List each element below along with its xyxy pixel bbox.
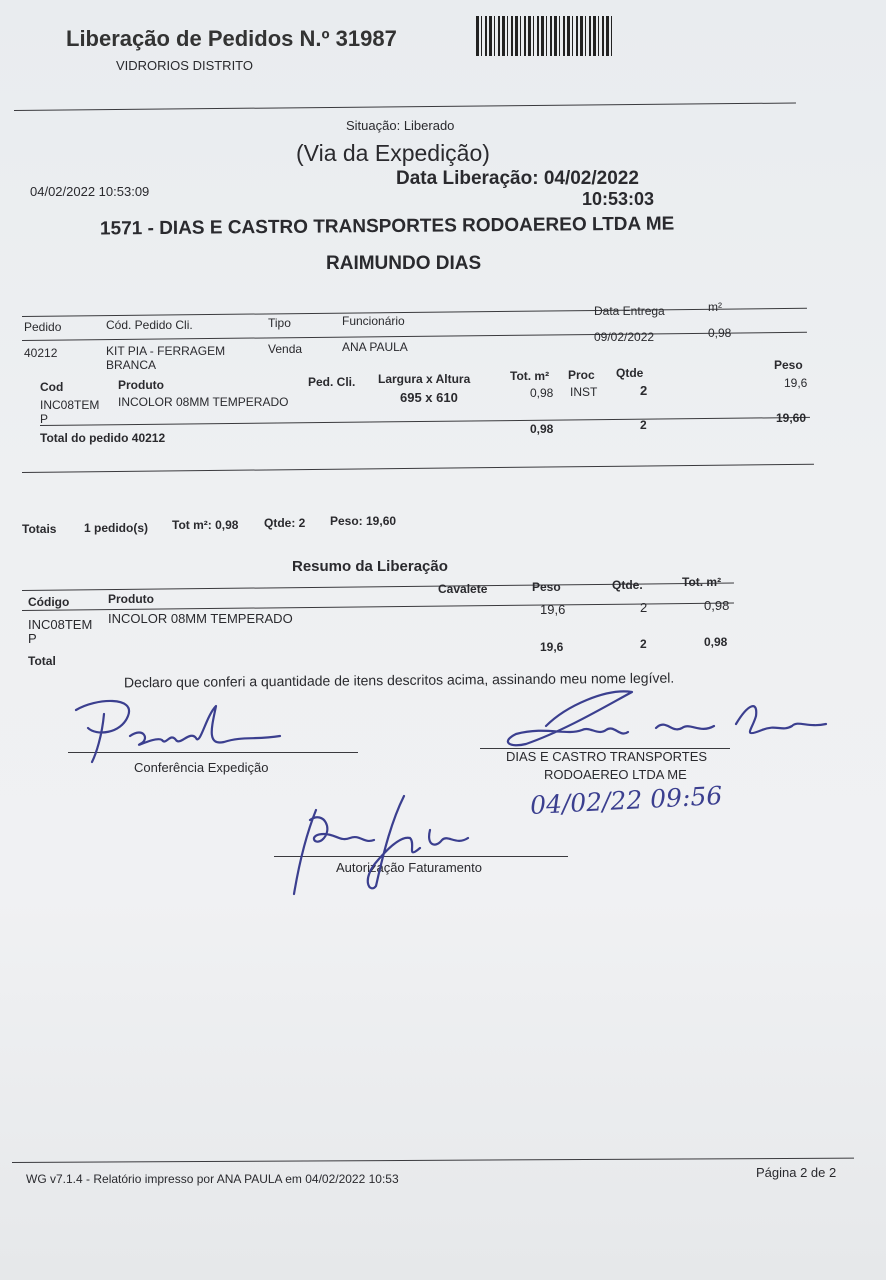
table-header-line: [22, 332, 807, 341]
col-m2: m²: [708, 300, 722, 314]
situacao: Situação: Liberado: [346, 118, 455, 133]
resumo-col-peso: Peso: [532, 580, 561, 594]
totals-peso: Peso: 19,60: [330, 514, 397, 528]
resumo-produto: INCOLOR 08MM TEMPERADO: [108, 611, 293, 626]
resumo-total-qtde: 2: [640, 637, 647, 651]
col-cod-pedido-cli: Cód. Pedido Cli.: [106, 318, 193, 332]
resumo-codigo-2: P: [28, 631, 37, 646]
declaration: Declaro que conferi a quantidade de itens descritos acima, assinando meu nome legível.: [123, 669, 675, 691]
order-funcionario: ANA PAULA: [342, 340, 408, 354]
order-m2: 0,98: [708, 326, 732, 340]
order-total-qtde: 2: [640, 418, 647, 432]
table-bottom-line: [22, 464, 814, 473]
item-qtde: 2: [640, 383, 648, 398]
data-liberacao: Data Liberação: 04/02/2022: [396, 168, 639, 189]
col-pedido: Pedido: [24, 320, 62, 334]
item-proc: INST: [570, 385, 598, 399]
company-name: VIDRORIOS DISTRITO: [116, 58, 253, 73]
resumo-col-produto: Produto: [108, 592, 154, 606]
totals-qtde: Qtde: 2: [264, 516, 306, 530]
order-tipo: Venda: [268, 342, 303, 356]
resumo-total-peso: 19,6: [540, 640, 564, 654]
client-name: 1571 - DIAS E CASTRO TRANSPORTES RODOAEREO LTDA ME: [99, 213, 675, 240]
print-datetime: 04/02/2022 10:53:09: [30, 184, 150, 199]
data-liberacao-time: 10:53:03: [582, 189, 655, 209]
footer-left: WG v7.1.4 - Relatório impresso por ANA PAULA em 04/02/2022 10:53: [26, 1172, 399, 1186]
item-peso: 19,6: [784, 376, 808, 390]
col-largura-altura: Largura x Altura: [378, 372, 471, 386]
col-data-entrega: Data Entrega: [594, 304, 665, 318]
col-proc: Proc: [568, 368, 595, 382]
item-cod-1: INC08TEM: [40, 398, 100, 412]
signature-label-client-2: RODOAEREO LTDA ME: [544, 767, 687, 782]
signature-label-conferencia: Conferência Expedição: [134, 760, 269, 775]
col-qtde: Qtde: [616, 366, 644, 380]
col-tot-m2: Tot. m²: [510, 369, 550, 383]
order-total-peso: 19,60: [776, 411, 807, 425]
col-tipo: Tipo: [268, 316, 291, 330]
signature-conferencia: [66, 696, 286, 766]
document-title: Liberação de Pedidos N.º 31987: [66, 26, 397, 51]
order-cod-cli-1: KIT PIA - FERRAGEM: [106, 344, 226, 358]
resumo-col-cavalete: Cavalete: [438, 582, 488, 596]
totals-label: Totais: [22, 522, 57, 536]
resumo-total-label: Total: [28, 654, 56, 668]
table-top-line: [22, 308, 807, 317]
col-peso: Peso: [774, 358, 803, 372]
resumo-codigo-1: INC08TEM: [28, 617, 93, 632]
order-total-label: Total do pedido 40212: [40, 431, 166, 445]
col-ped-cli: Ped. Cli.: [308, 375, 356, 389]
resumo-total-tot-m2: 0,98: [704, 635, 728, 649]
item-dimensions: 695 x 610: [400, 390, 458, 405]
signature-label-client-1: DIAS E CASTRO TRANSPORTES: [506, 749, 708, 764]
order-pedido: 40212: [24, 346, 58, 360]
totals-pedidos: 1 pedido(s): [84, 521, 149, 535]
client-contact: RAIMUNDO DIAS: [326, 253, 482, 274]
order-cod-cli-2: BRANCA: [106, 358, 157, 372]
resumo-qtde: 2: [640, 600, 648, 615]
resumo-tot-m2: 0,98: [704, 598, 730, 613]
col-cod: Cod: [40, 380, 64, 394]
item-produto: INCOLOR 08MM TEMPERADO: [118, 395, 289, 409]
signature-autorizacao: [280, 790, 480, 900]
resumo-title: Resumo da Liberação: [292, 558, 448, 575]
col-funcionario: Funcionário: [342, 314, 405, 328]
resumo-col-qtde: Qtde.: [612, 578, 643, 592]
order-total-m2: 0,98: [530, 422, 554, 436]
resumo-peso: 19,6: [540, 602, 566, 617]
col-produto: Produto: [118, 378, 164, 392]
order-total-line: [40, 417, 810, 426]
barcode: [476, 16, 612, 56]
signature-label-autorizacao: Autorização Faturamento: [336, 860, 482, 875]
signature-client: [486, 686, 836, 756]
resumo-col-tot-m2: Tot. m²: [682, 575, 722, 589]
totals-m2: Tot m²: 0,98: [172, 518, 239, 532]
footer-line: [12, 1158, 854, 1163]
handwritten-date: 04/02/22 09:56: [529, 780, 723, 821]
item-cod-2: P: [40, 412, 49, 426]
footer-page: Página 2 de 2: [756, 1165, 837, 1180]
item-tot-m2: 0,98: [530, 386, 554, 400]
divider: [14, 102, 796, 111]
via-label: (Via da Expedição): [296, 140, 490, 166]
order-data-entrega: 09/02/2022: [594, 330, 655, 344]
resumo-col-codigo: Código: [28, 595, 70, 609]
